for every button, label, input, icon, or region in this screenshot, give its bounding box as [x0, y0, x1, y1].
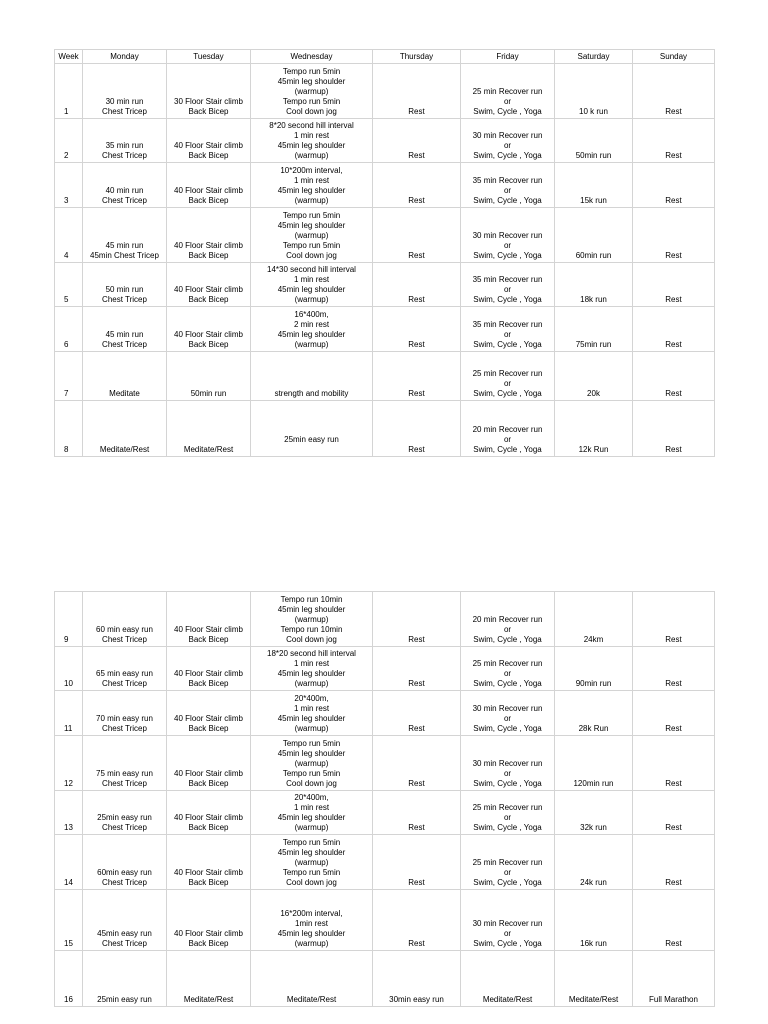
table-row — [55, 835, 715, 890]
tuesday-cell: 40 Floor Stair climb Back Bicep — [167, 835, 251, 890]
week-cell: 11 — [55, 691, 83, 736]
thursday-cell: 30min easy run — [373, 951, 461, 1007]
thursday-cell: Rest — [373, 208, 461, 263]
week-cell: 10 — [55, 647, 83, 691]
saturday-cell: 24km — [555, 592, 633, 647]
wednesday-cell: 18*20 second hill interval 1 min rest 45min leg shoulder (warmup) — [251, 647, 373, 691]
thursday-cell: Rest — [373, 401, 461, 457]
monday-cell: 60 min easy run Chest Tricep — [83, 592, 167, 647]
saturday-cell: 15k run — [555, 163, 633, 208]
monday-cell: 25min easy run Chest Tricep — [83, 791, 167, 835]
saturday-cell: 32k run — [555, 791, 633, 835]
week-cell: 13 — [55, 791, 83, 835]
monday-cell: 45min easy run Chest Tricep — [83, 890, 167, 951]
sunday-cell: Rest — [633, 736, 715, 791]
week-cell: 15 — [55, 890, 83, 951]
sunday-cell: Rest — [633, 119, 715, 163]
tuesday-cell: 50min run — [167, 352, 251, 401]
friday-cell: 30 min Recover run or Swim, Cycle , Yoga — [461, 119, 555, 163]
friday-cell: 25 min Recover run or Swim, Cycle , Yoga — [461, 647, 555, 691]
header-saturday: Saturday — [555, 50, 633, 64]
week-cell: 1 — [55, 64, 83, 119]
friday-cell: Meditate/Rest — [461, 951, 555, 1007]
table-row — [55, 263, 715, 307]
wednesday-cell: 25min easy run — [251, 401, 373, 457]
wednesday-cell: strength and mobility — [251, 352, 373, 401]
saturday-cell: 120min run — [555, 736, 633, 791]
header-week: Week — [55, 50, 83, 64]
friday-cell: 25 min Recover run or Swim, Cycle , Yoga — [461, 835, 555, 890]
wednesday-cell: 20*400m, 1 min rest 45min leg shoulder (warmup) — [251, 691, 373, 736]
table-row — [55, 791, 715, 835]
thursday-cell: Rest — [373, 791, 461, 835]
table-row — [55, 64, 715, 119]
friday-cell: 35 min Recover run or Swim, Cycle , Yoga — [461, 163, 555, 208]
thursday-cell: Rest — [373, 64, 461, 119]
monday-cell: 25min easy run — [83, 951, 167, 1007]
monday-cell: 50 min run Chest Tricep — [83, 263, 167, 307]
table-row — [55, 951, 715, 1007]
week-cell: 6 — [55, 307, 83, 352]
sunday-cell: Rest — [633, 791, 715, 835]
saturday-cell: 24k run — [555, 835, 633, 890]
table-row — [55, 647, 715, 691]
friday-cell: 35 min Recover run or Swim, Cycle , Yoga — [461, 307, 555, 352]
saturday-cell: 90min run — [555, 647, 633, 691]
tuesday-cell: 40 Floor Stair climb Back Bicep — [167, 691, 251, 736]
friday-cell: 25 min Recover run or Swim, Cycle , Yoga — [461, 791, 555, 835]
week-cell: 12 — [55, 736, 83, 791]
monday-cell: 60min easy run Chest Tricep — [83, 835, 167, 890]
friday-cell: 25 min Recover run or Swim, Cycle , Yoga — [461, 64, 555, 119]
tuesday-cell: 40 Floor Stair climb Back Bicep — [167, 647, 251, 691]
wednesday-cell: 20*400m, 1 min rest 45min leg shoulder (warmup) — [251, 791, 373, 835]
thursday-cell: Rest — [373, 263, 461, 307]
tuesday-cell: 40 Floor Stair climb Back Bicep — [167, 119, 251, 163]
table-row — [55, 736, 715, 791]
tuesday-cell: Meditate/Rest — [167, 401, 251, 457]
monday-cell: 75 min easy run Chest Tricep — [83, 736, 167, 791]
saturday-cell: 12k Run — [555, 401, 633, 457]
sunday-cell: Rest — [633, 208, 715, 263]
thursday-cell: Rest — [373, 163, 461, 208]
friday-cell: 30 min Recover run or Swim, Cycle , Yoga — [461, 691, 555, 736]
wednesday-cell: 16*400m, 2 min rest 45min leg shoulder (warmup) — [251, 307, 373, 352]
saturday-cell: 50min run — [555, 119, 633, 163]
sunday-cell: Rest — [633, 835, 715, 890]
table-row — [55, 352, 715, 401]
sunday-cell: Rest — [633, 307, 715, 352]
table-row — [55, 691, 715, 736]
header-monday: Monday — [83, 50, 167, 64]
week-cell: 5 — [55, 263, 83, 307]
monday-cell: Meditate — [83, 352, 167, 401]
header-row — [55, 50, 715, 64]
thursday-cell: Rest — [373, 119, 461, 163]
table-row — [55, 592, 715, 647]
wednesday-cell: Tempo run 5min 45min leg shoulder (warmup) Tempo run 5min Cool down jog — [251, 64, 373, 119]
monday-cell: 70 min easy run Chest Tricep — [83, 691, 167, 736]
friday-cell: 25 min Recover run or Swim, Cycle , Yoga — [461, 352, 555, 401]
sunday-cell: Rest — [633, 64, 715, 119]
saturday-cell: 60min run — [555, 208, 633, 263]
sunday-cell: Rest — [633, 691, 715, 736]
table-row — [55, 401, 715, 457]
thursday-cell: Rest — [373, 691, 461, 736]
wednesday-cell: 8*20 second hill interval 1 min rest 45min leg shoulder (warmup) — [251, 119, 373, 163]
training-plan-table-weeks-9-16 — [54, 591, 715, 1007]
thursday-cell: Rest — [373, 647, 461, 691]
table-row — [55, 307, 715, 352]
sunday-cell: Rest — [633, 592, 715, 647]
sunday-cell: Rest — [633, 401, 715, 457]
table-row — [55, 163, 715, 208]
header-thursday: Thursday — [373, 50, 461, 64]
wednesday-cell: Tempo run 5min 45min leg shoulder (warmup) Tempo run 5min Cool down jog — [251, 208, 373, 263]
tuesday-cell: 40 Floor Stair climb Back Bicep — [167, 163, 251, 208]
table-row — [55, 890, 715, 951]
saturday-cell: 28k Run — [555, 691, 633, 736]
table-row — [55, 208, 715, 263]
header-tuesday: Tuesday — [167, 50, 251, 64]
week-cell: 7 — [55, 352, 83, 401]
friday-cell: 20 min Recover run or Swim, Cycle , Yoga — [461, 592, 555, 647]
week-cell: 9 — [55, 592, 83, 647]
thursday-cell: Rest — [373, 592, 461, 647]
saturday-cell: 75min run — [555, 307, 633, 352]
tuesday-cell: 30 Floor Stair climb Back Bicep — [167, 64, 251, 119]
monday-cell: 45 min run Chest Tricep — [83, 307, 167, 352]
monday-cell: 45 min run 45min Chest Tricep — [83, 208, 167, 263]
wednesday-cell: 16*200m interval, 1min rest 45min leg shoulder (warmup) — [251, 890, 373, 951]
thursday-cell: Rest — [373, 890, 461, 951]
tuesday-cell: 40 Floor Stair climb Back Bicep — [167, 890, 251, 951]
wednesday-cell: Tempo run 10min 45min leg shoulder (warmup) Tempo run 10min Cool down jog — [251, 592, 373, 647]
thursday-cell: Rest — [373, 835, 461, 890]
saturday-cell: 18k run — [555, 263, 633, 307]
tuesday-cell: Meditate/Rest — [167, 951, 251, 1007]
training-plan-table-weeks-1-8 — [54, 49, 715, 457]
table-row — [55, 119, 715, 163]
week-cell: 4 — [55, 208, 83, 263]
sunday-cell: Rest — [633, 263, 715, 307]
tuesday-cell: 40 Floor Stair climb Back Bicep — [167, 791, 251, 835]
week-cell: 2 — [55, 119, 83, 163]
sunday-cell: Rest — [633, 647, 715, 691]
thursday-cell: Rest — [373, 736, 461, 791]
saturday-cell: 16k run — [555, 890, 633, 951]
sunday-cell: Rest — [633, 163, 715, 208]
week-cell: 3 — [55, 163, 83, 208]
monday-cell: 40 min run Chest Tricep — [83, 163, 167, 208]
tuesday-cell: 40 Floor Stair climb Back Bicep — [167, 208, 251, 263]
week-cell: 8 — [55, 401, 83, 457]
wednesday-cell: Tempo run 5min 45min leg shoulder (warmup) Tempo run 5min Cool down jog — [251, 835, 373, 890]
saturday-cell: 10 k run — [555, 64, 633, 119]
header-sunday: Sunday — [633, 50, 715, 64]
friday-cell: 30 min Recover run or Swim, Cycle , Yoga — [461, 208, 555, 263]
wednesday-cell: Meditate/Rest — [251, 951, 373, 1007]
monday-cell: 65 min easy run Chest Tricep — [83, 647, 167, 691]
friday-cell: 20 min Recover run or Swim, Cycle , Yoga — [461, 401, 555, 457]
wednesday-cell: 14*30 second hill interval 1 min rest 45min leg shoulder (warmup) — [251, 263, 373, 307]
friday-cell: 30 min Recover run or Swim, Cycle , Yoga — [461, 890, 555, 951]
tuesday-cell: 40 Floor Stair climb Back Bicep — [167, 736, 251, 791]
sunday-cell: Rest — [633, 352, 715, 401]
header-friday: Friday — [461, 50, 555, 64]
wednesday-cell: Tempo run 5min 45min leg shoulder (warmup) Tempo run 5min Cool down jog — [251, 736, 373, 791]
monday-cell: 30 min run Chest Tricep — [83, 64, 167, 119]
week-cell: 16 — [55, 951, 83, 1007]
saturday-cell: Meditate/Rest — [555, 951, 633, 1007]
tuesday-cell: 40 Floor Stair climb Back Bicep — [167, 592, 251, 647]
friday-cell: 30 min Recover run or Swim, Cycle , Yoga — [461, 736, 555, 791]
thursday-cell: Rest — [373, 352, 461, 401]
tuesday-cell: 40 Floor Stair climb Back Bicep — [167, 263, 251, 307]
monday-cell: Meditate/Rest — [83, 401, 167, 457]
week-cell: 14 — [55, 835, 83, 890]
saturday-cell: 20k — [555, 352, 633, 401]
tuesday-cell: 40 Floor Stair climb Back Bicep — [167, 307, 251, 352]
thursday-cell: Rest — [373, 307, 461, 352]
header-wednesday: Wednesday — [251, 50, 373, 64]
sunday-cell: Rest — [633, 890, 715, 951]
monday-cell: 35 min run Chest Tricep — [83, 119, 167, 163]
friday-cell: 35 min Recover run or Swim, Cycle , Yoga — [461, 263, 555, 307]
sunday-cell: Full Marathon — [633, 951, 715, 1007]
wednesday-cell: 10*200m interval, 1 min rest 45min leg shoulder (warmup) — [251, 163, 373, 208]
